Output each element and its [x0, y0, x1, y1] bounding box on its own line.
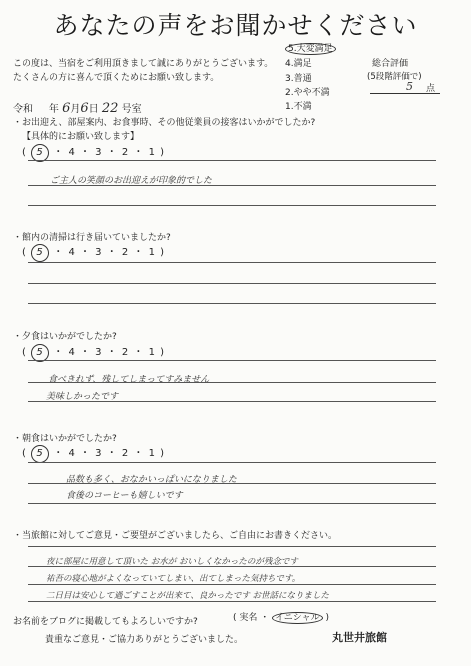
answer-service-1: ご主人の笑顔のお出迎えが印象的でした: [50, 176, 213, 186]
room-number: 22: [101, 101, 119, 116]
answer-line: [28, 185, 436, 186]
answer-line: [28, 401, 436, 402]
answer-requests-1: 夜に部屋に用意して頂いた お水が おいしくなかったのが残念です: [46, 557, 298, 567]
date-month: 6: [62, 101, 71, 116]
scale-legend-1: 1.不満: [285, 102, 312, 112]
scale-legend-3: 3.普通: [285, 74, 312, 84]
answer-line: [28, 462, 436, 463]
answer-requests-2: 祐吾の寝心地がよくなっていてしまい、出てしまった気持ちです。: [46, 574, 301, 584]
answer-line: [28, 360, 436, 361]
scale-legend-4: 4.満足: [285, 59, 312, 69]
scale-legend-5: 5.大変満足: [285, 41, 336, 54]
overall-rating-value: 5: [406, 80, 413, 93]
blog-consent-selected: イニシャル: [272, 612, 322, 624]
answer-dinner-2: 美味しかったです: [46, 392, 119, 402]
answer-dinner-1: 食べきれず、残してしまってすみません: [48, 375, 210, 385]
answer-breakfast-1: 品数も多く、おなかいっぱいになりました: [66, 475, 237, 485]
date-era: 令和: [13, 104, 33, 115]
answer-line: [28, 503, 436, 504]
question-dinner: ・夕食はいかがでしたか?: [13, 332, 117, 342]
blog-consent-question: お名前をブログに掲載してもよろしいですか?: [13, 617, 198, 627]
answer-line: [28, 601, 436, 602]
answer-line: [28, 546, 436, 547]
answer-line: [28, 262, 436, 263]
answer-line: [28, 483, 436, 484]
question-service-prompt: 【具体的にお願い致します】: [22, 132, 140, 142]
intro-line-1: この度は、当宿をご利用頂きまして誠にありがとうございます。: [13, 59, 274, 69]
rating-scale-breakfast: ( 5 ・ 4 ・ 3 ・ 2 ・ 1 ): [22, 444, 165, 463]
answer-line: [28, 382, 436, 383]
answer-line: [28, 283, 436, 284]
rating-scale-service: ( 5 ・ 4 ・ 3 ・ 2 ・ 1 ): [22, 143, 165, 162]
page-title: あなたの声をお聞かせください: [53, 11, 418, 40]
overall-rating-unit: 点: [426, 84, 436, 94]
question-breakfast: ・朝食はいかがでしたか?: [13, 434, 117, 444]
date-day: 6: [80, 101, 89, 116]
rating-scale-dinner: ( 5 ・ 4 ・ 3 ・ 2 ・ 1 ): [22, 343, 165, 362]
rating-scale-cleaning: ( 5 ・ 4 ・ 3 ・ 2 ・ 1 ): [22, 243, 165, 262]
answer-line: [28, 303, 436, 304]
scale-legend-2: 2.やや不満: [285, 88, 330, 98]
answer-line: [28, 205, 436, 206]
answer-requests-3: 二日目は安心して過ごすことが出来て、良かったです お世話になりました: [46, 591, 330, 601]
answer-line: [28, 160, 436, 161]
blog-consent-options: ( 実名 ・ イニシャル ): [233, 613, 329, 623]
answer-line: [28, 566, 436, 567]
hotel-name: 丸世井旅館: [332, 631, 387, 644]
overall-rating-subtitle: (5段階評価で): [367, 72, 422, 82]
question-requests: ・当旅館に対してご意見・ご要望がございましたら、ご自由にお書きください。: [13, 531, 338, 541]
answer-line: [28, 584, 436, 585]
answer-breakfast-2: 食後のコーヒーも嬉しいです: [66, 491, 183, 501]
question-service: ・お出迎え、部屋案内、お食事時、その他従業員の接客はいかがでしたか?: [13, 118, 316, 128]
overall-rating-title: 総合評価: [372, 59, 409, 69]
question-cleaning: ・館内の清掃は行き届いていましたか?: [13, 233, 171, 243]
footer-thanks: 貴重なご意見・ご協力ありがとうございました。: [45, 635, 244, 645]
intro-line-2: たくさんの方に喜んで頂くためにお願い致します。: [13, 73, 220, 83]
date-room-line: 令和 年 6月6日 22 号室: [13, 101, 142, 116]
